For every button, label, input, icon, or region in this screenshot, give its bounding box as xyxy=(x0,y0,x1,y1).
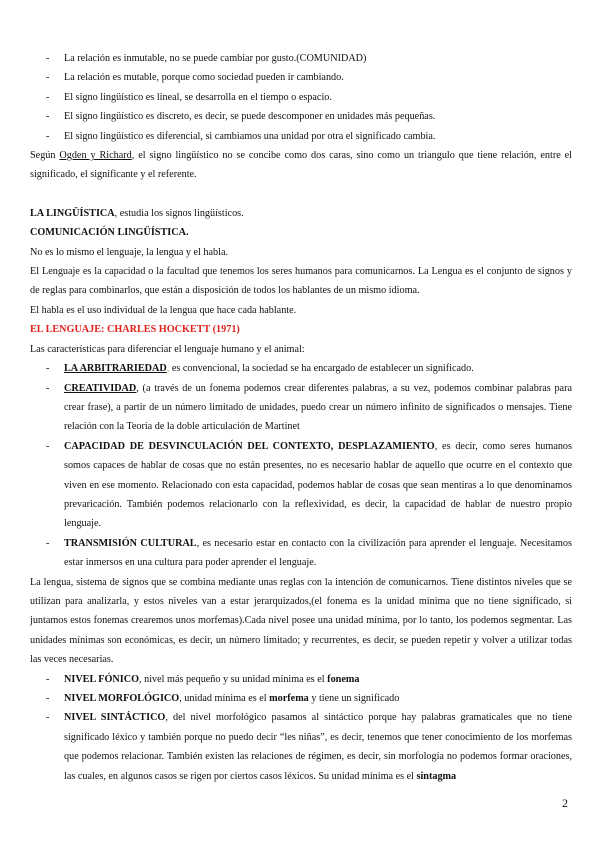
ogden-post: , el signo lingüístico no se concibe como dos caras, sino como un triangulo que tiene relación, entre el significado, el significante y el referente. xyxy=(30,150,572,181)
bullet-dash: - xyxy=(46,72,50,84)
bullet-dash: - xyxy=(46,363,50,375)
linguistica-line xyxy=(30,204,572,223)
list-item xyxy=(30,359,572,378)
list-item xyxy=(30,689,572,708)
signo-properties-list xyxy=(30,49,572,146)
list-item-text: El signo lingüístico es discreto, es decir, se puede descomponer en unidades más pequeñas. xyxy=(64,111,436,123)
comunicacion-line: El habla es el uso individual de la lengua que hace cada hablante. xyxy=(30,304,297,316)
nivel-text: , del nivel morfológico pasamos al sintáctico porque hay palabras gramaticales que no tiene significado léxico y también porque no puedo decir “les niñas”, es decir, tenemos que tener conocimiento de los morfemas que podemos relacionar. También existen las relaciones de régimen, es decir, sin morfología no podemos formar oraciones, las cuales, en algunos casos se rigen por ciertos casos léxicos. Su unidad mínima es el xyxy=(64,712,573,782)
nivel-end: y tiene un significado xyxy=(308,693,400,704)
nivel-unit: fonema xyxy=(327,673,360,685)
niveles-list xyxy=(30,670,572,786)
bullet-dash: - xyxy=(46,440,50,452)
list-item xyxy=(30,88,572,107)
nivel-text: , unidad mínima es el xyxy=(179,693,270,704)
bullet-dash: - xyxy=(46,673,50,685)
ogden-pre: Según xyxy=(30,150,60,162)
item-text: es convencional, la sociedad se ha encargado de establecer un significado. xyxy=(169,363,474,375)
list-item xyxy=(30,107,572,126)
bullet-dash: - xyxy=(46,91,50,103)
list-item xyxy=(30,127,572,146)
page-number: 2 xyxy=(562,796,568,810)
bullet-dash: - xyxy=(46,693,50,704)
comunicacion-line: No es lo mismo el lenguaje, la lengua y el habla. xyxy=(30,246,229,258)
nivel-unit: sintagma xyxy=(416,770,457,782)
bullet-dash: - xyxy=(46,53,50,64)
lengua-paragraph: La lengua, sistema de signos que se combina mediante unas reglas con la intención de comunicarnos. Tiene distintos niveles que se utilizan para analizarla, y estos niveles van a estar jerarquizados,(el fonema es la unidad mínima que no tiene significado, si juntamos estos fonemas crearemos unos morfemas).Cada nivel posee una unidad mínima, por lo tanto, los podemos segmentar. Las unidades mínimas son económicas, es decir, un número limitado; y recurrentes, es decir, se pueden repetir y volver a utilizar todas las veces necesarias. xyxy=(30,576,572,666)
nivel-head: NIVEL SINTÁCTICO xyxy=(64,712,166,724)
list-item xyxy=(30,49,572,68)
item-text: , es necesario estar en contacto con la civilización para aprender el lenguaje. Necesitamos estar inmersos en una cultura para poder aprender el lenguaje. xyxy=(64,537,572,569)
nivel-head: NIVEL MORFOLÓGICO xyxy=(64,693,180,704)
linguistica-heading: LA LINGÜÍSTICA xyxy=(30,207,115,219)
list-item xyxy=(30,708,572,786)
bullet-dash: - xyxy=(46,111,50,123)
list-item-text: El signo lingüístico es lineal, se desarrolla en el tiempo o espacio. xyxy=(64,91,332,103)
list-item-text: La relación es mutable, porque como sociedad pueden ir cambiando. xyxy=(64,72,344,84)
list-item xyxy=(30,670,572,689)
item-head: LA ARBITRARIEDAD xyxy=(64,363,167,375)
nivel-text: , nivel más pequeño y su unidad mínima es el xyxy=(139,673,328,685)
bullet-dash: - xyxy=(46,712,50,724)
bullet-dash: - xyxy=(46,537,50,549)
spacer xyxy=(30,185,572,204)
item-text: , es decir, como seres humanos somos capaces de hablar de cosas que no están presentes, no es necesario hablar de aquello que ocurre en el contexto que viven en ese momento. Relacionado con esta capacidad, podemos hablar de cosas que sean mentiras a lo que denominamos prevaricación. También podemos relacionarlo con la reflexividad, es decir, la capacidad de hablar de nuestro propio lenguaje. xyxy=(64,440,572,530)
hockett-intro: Las características para diferenciar el lenguaje humano y el animal: xyxy=(30,343,305,355)
ogden-paragraph xyxy=(30,146,572,185)
page-content xyxy=(30,49,572,786)
list-item-text: El signo lingüístico es diferencial, si cambiamos una unidad por otra el significado cambia. xyxy=(64,130,436,142)
nivel-head: NIVEL FÓNICO xyxy=(64,673,140,685)
list-item xyxy=(30,534,572,573)
item-mark: , xyxy=(166,363,170,375)
comunicacion-heading xyxy=(30,223,572,242)
ogden-richard-link[interactable]: Ogden y Richard xyxy=(59,150,132,162)
bullet-dash: - xyxy=(46,130,50,142)
hockett-heading: EL LENGUAJE: CHARLES HOCKETT (1971) xyxy=(30,324,240,336)
item-head: TRANSMISIÓN CULTURAL xyxy=(64,537,197,549)
hockett-list xyxy=(30,359,572,572)
list-item xyxy=(30,437,572,534)
comunicacion-heading-text: COMUNICACIÓN LINGÜÍSTICA. xyxy=(30,227,189,239)
linguistica-text: , estudia los signos lingüísticos. xyxy=(114,207,244,219)
item-head: CREATIVIDAD xyxy=(64,382,137,394)
list-item-text: La relación es inmutable, no se puede cambiar por gusto.(COMUNIDAD) xyxy=(64,53,367,64)
list-item xyxy=(30,68,572,87)
bullet-dash: - xyxy=(46,382,50,394)
comunicacion-line: El Lenguaje es la capacidad o la facultad que tenemos los seres humanos para comunicarnos. La Lengua es el conjunto de signos y de reglas para combinarlos, que están a disposición de todos los hablantes de un mismo idioma. xyxy=(30,266,572,297)
item-head: CAPACIDAD DE DESVINCULACIÓN DEL CONTEXTO, DESPLAZAMIENTO xyxy=(64,440,435,452)
item-text: , (a través de un fonema podemos crear diferentes palabras, a su vez, podemos combinar palabras para crear frase), a partir de un número limitado de unidades, puedo crear un número infinito de significados o mensajes. Tiene relación con la Teoría de la doble articulación de Martinet xyxy=(64,382,572,433)
nivel-unit: morfema xyxy=(269,693,309,704)
list-item xyxy=(30,379,572,437)
